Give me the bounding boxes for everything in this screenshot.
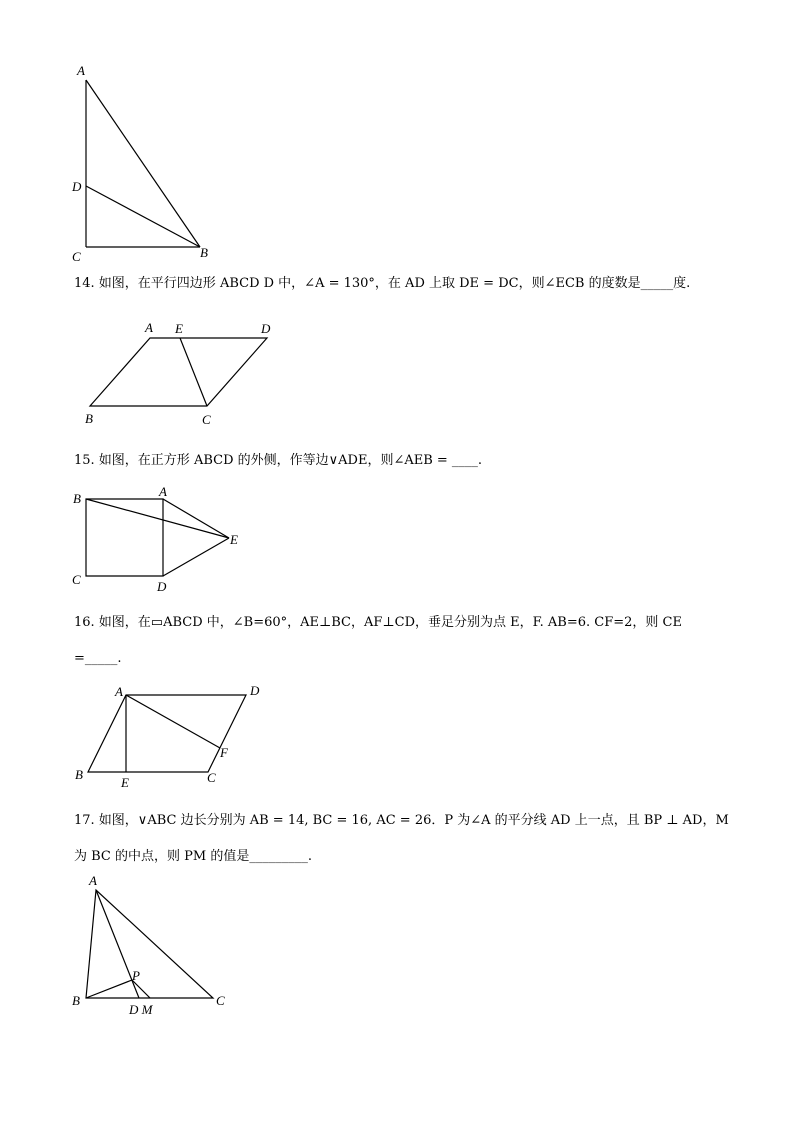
question-16-line2: =_____. (74, 651, 122, 666)
label-a: A (145, 320, 153, 335)
label-f: F (220, 745, 228, 760)
label-dm: D M (129, 1002, 153, 1017)
label-b: B (200, 245, 208, 260)
question-14: 14. 如图，在平行四边形 ABCD D 中，∠A = 130°，在 AD 上取 DE = DC，则∠ECB 的度数是_____度. (74, 276, 691, 291)
segment-ae (163, 499, 229, 538)
label-a: A (89, 873, 97, 888)
label-c: C (72, 249, 81, 264)
segment-be (86, 499, 229, 538)
segment-ab (86, 80, 200, 247)
label-c: C (72, 572, 81, 587)
label-b: B (75, 767, 83, 782)
label-e: E (175, 321, 183, 336)
parallelogram-outline (88, 695, 246, 772)
triangle-outline (86, 890, 213, 998)
label-c: C (202, 412, 211, 427)
segment-ec (180, 338, 207, 406)
label-e: E (121, 775, 129, 790)
parallelogram-outline (90, 338, 267, 406)
label-p: P (132, 968, 140, 983)
label-a: A (115, 684, 123, 699)
square-outline (86, 499, 163, 576)
segment-de (163, 538, 229, 576)
label-b: B (72, 993, 80, 1008)
figure-parallelogram-aebf (70, 682, 280, 792)
label-b: B (85, 411, 93, 426)
segment-bp (86, 980, 132, 998)
figure-triangle-acb (60, 60, 240, 270)
question-15: 15. 如图，在正方形 ABCD 的外侧，作等边∨ADE，则∠AEB = ____. (74, 453, 483, 468)
label-a: A (159, 484, 167, 499)
label-d: D (261, 321, 271, 336)
label-b: B (73, 491, 81, 506)
label-c: C (216, 993, 225, 1008)
question-16-line1: 16. 如图，在▭ABCD 中，∠B=60°，AE⊥BC，AF⊥CD，垂足分别为点 E，F. AB=6. CF=2，则 CE (74, 615, 682, 630)
question-17-line2: 为 BC 的中点，则 PM 的值是_________. (74, 849, 312, 864)
question-17-line1: 17. 如图，∨ABC 边长分别为 AB = 14, BC = 16, AC = 26．P 为∠A 的平分线 AD 上一点，且 BP ⊥ AD，M (74, 813, 729, 828)
figure-parallelogram-abcd (80, 318, 300, 430)
segment-af (126, 695, 220, 748)
label-d: D (72, 179, 82, 194)
segment-db (86, 186, 200, 247)
label-e: E (230, 532, 238, 547)
figure-triangle-abc-bisector (66, 866, 246, 1021)
figure-square-abcd (66, 486, 256, 596)
label-d: D (250, 683, 260, 698)
label-a: A (77, 63, 85, 78)
label-d: D (157, 579, 167, 594)
label-c: C (207, 770, 216, 785)
